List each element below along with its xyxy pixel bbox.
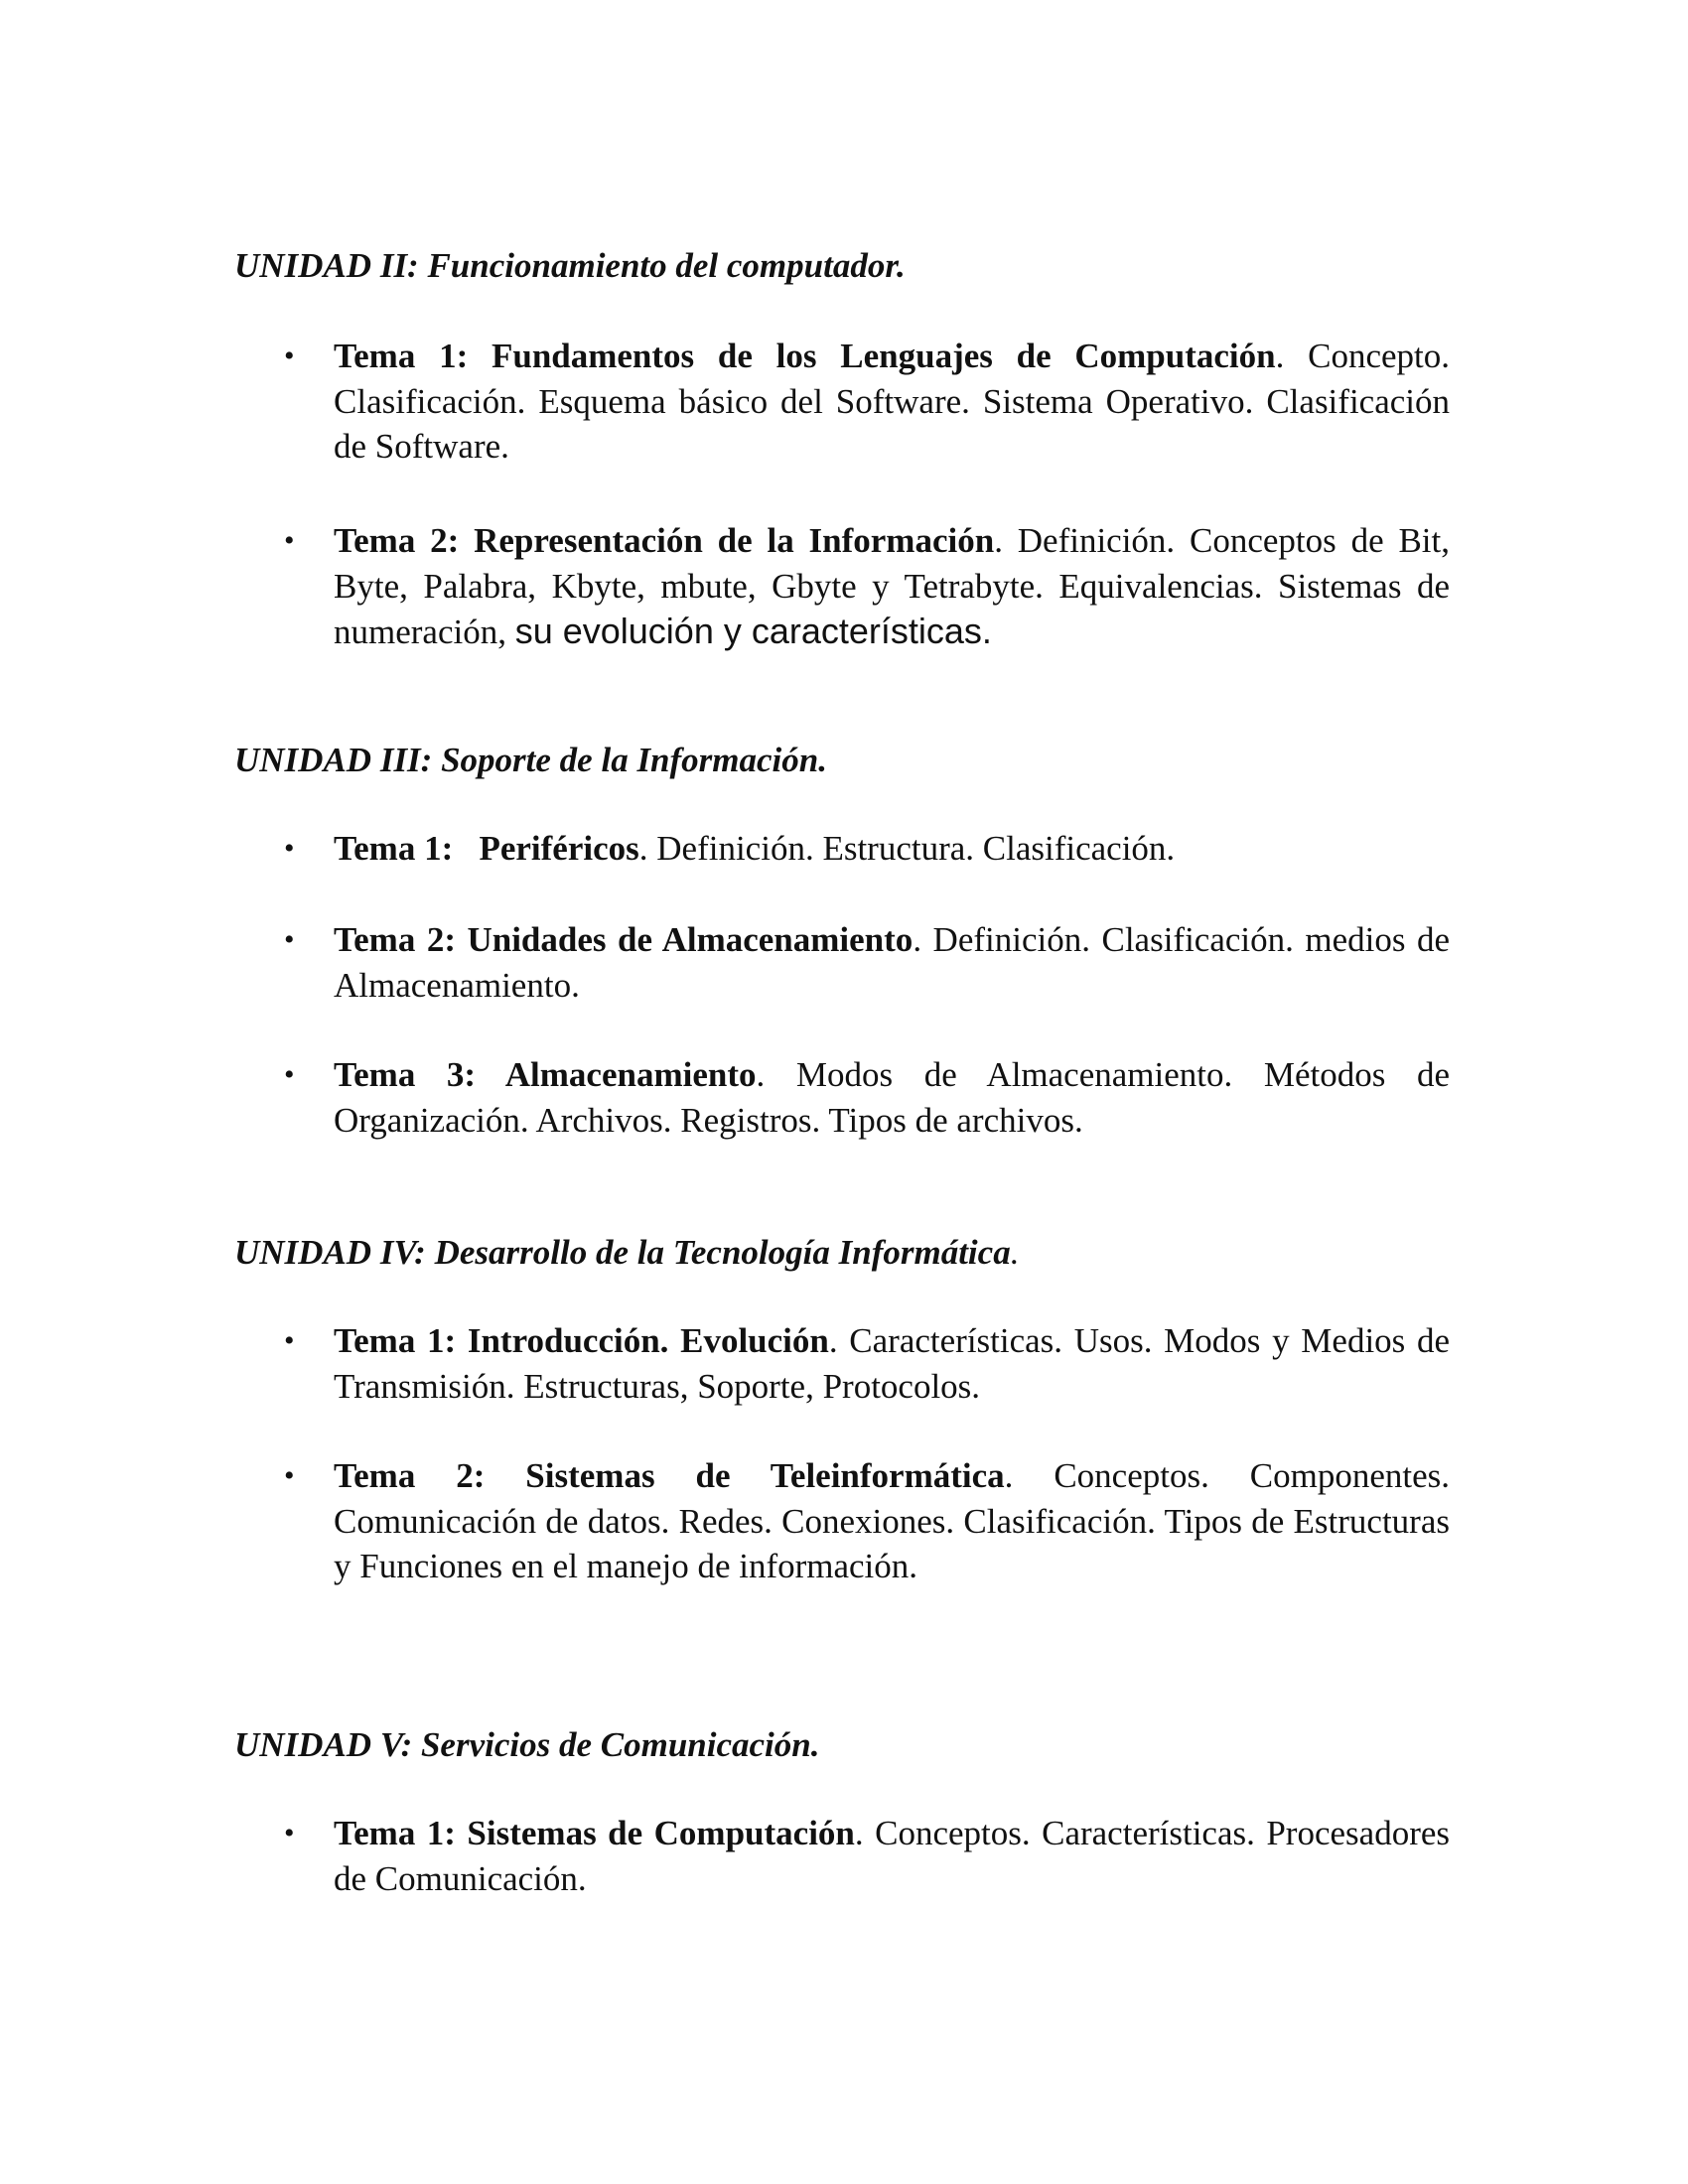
bullet-icon: • <box>284 1459 295 1492</box>
unit-heading-text: UNIDAD IV: Desarrollo de la Tecnología Informática <box>234 1233 1011 1272</box>
unit-heading-v <box>234 1723 820 1767</box>
topic-description: . Modos de Almacenamiento. Métodos de Organización. Archivos. Registros. Tipos de archivos. <box>334 1055 1450 1140</box>
bullet-icon: • <box>284 1817 295 1849</box>
topic-description: . Definición. Clasificación. medios de Almacenamiento. <box>334 920 1451 1005</box>
bullet-icon: • <box>284 340 295 372</box>
topic-iii-1 <box>284 826 1450 872</box>
topic-title: Tema 2: Unidades de Almacenamiento <box>334 920 914 959</box>
topic-iv-1 <box>284 1318 1451 1409</box>
topic-v-1 <box>284 1811 1450 1901</box>
bullet-icon: • <box>284 923 295 956</box>
bullet-icon: • <box>284 1058 295 1091</box>
topic-description: . Definición. Estructura. Clasificación. <box>638 829 1176 868</box>
topic-description: . Concepto. Clasificación. Esquema básico del Software. Sistema Operativo. Clasificación de Software. <box>334 337 1451 466</box>
topic-ii-1 <box>284 334 1451 470</box>
topic-description-larger: su evolución y características. <box>514 611 992 651</box>
topic-title: Tema 1: Sistemas de Computación <box>334 1814 855 1852</box>
unit-heading-iv <box>234 1231 1019 1275</box>
unit-heading-iii <box>234 739 827 782</box>
topic-title: Tema 1: Fundamentos de los Lenguajes de Computación <box>334 337 1276 375</box>
bullet-icon: • <box>284 1324 295 1357</box>
topic-title: Tema 2: Sistemas de Teleinformática <box>334 1456 1005 1495</box>
unit-heading-text: UNIDAD V: Servicios de Comunicación. <box>234 1725 820 1764</box>
topic-title: Tema 3: Almacenamiento <box>334 1055 757 1094</box>
topic-title: Tema 1: Introducción. Evolución <box>334 1321 829 1360</box>
unit-heading-period: . <box>1010 1233 1020 1272</box>
topic-description: . Características. Usos. Modos y Medios de Transmisión. Estructuras, Soporte, Protocolos. <box>334 1321 1451 1406</box>
unit-heading-text: UNIDAD III: Soporte de la Información. <box>234 741 827 779</box>
topic-iv-2 <box>284 1453 1450 1589</box>
topic-description: . Conceptos. Componentes. Comunicación de datos. Redes. Conexiones. Clasificación. Tipos de Estructuras y Funciones en el manejo de información. <box>334 1456 1450 1585</box>
topic-iii-3 <box>284 1052 1450 1143</box>
unit-heading-text: UNIDAD II: Funcionamiento del computador. <box>234 246 906 285</box>
topic-title: Tema 2: Representación de la Información <box>334 521 995 560</box>
unit-heading-ii <box>234 244 906 288</box>
topic-description: . Conceptos. Características. Procesadores de Comunicación. <box>334 1814 1450 1898</box>
topic-iii-2 <box>284 917 1451 1008</box>
bullet-icon: • <box>284 524 295 557</box>
bullet-icon: • <box>284 832 295 865</box>
topic-ii-2 <box>284 518 1450 655</box>
topic-title: Tema 1: Periféricos <box>334 829 639 868</box>
topic-description: . Definición. Conceptos de Bit, Byte, Palabra, Kbyte, mbute, Gbyte y Tetrabyte. Equivalencias. Sistemas de numeración, <box>334 521 1450 651</box>
